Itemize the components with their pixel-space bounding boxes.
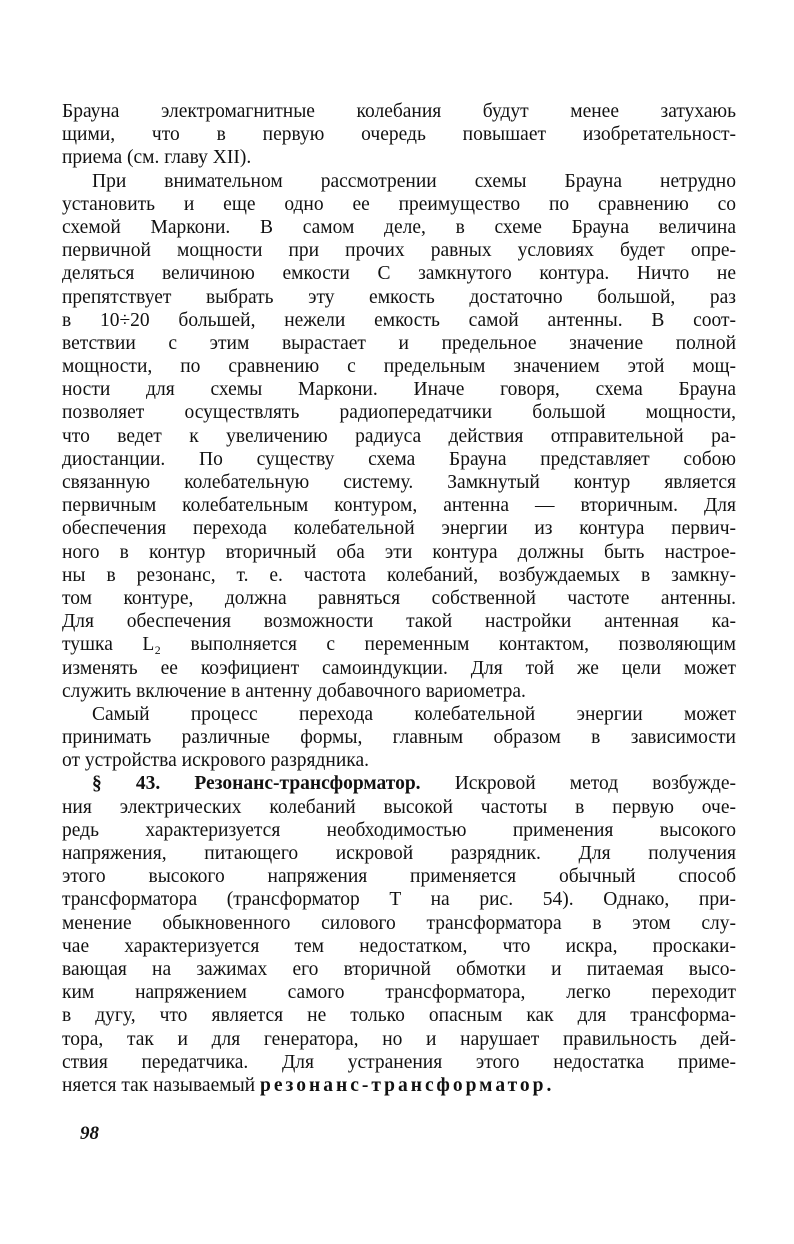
text-line: ния электрических колебаний высокой частоты в первую оче- — [62, 796, 736, 818]
text-line: принимать различные формы, главным образом в зависимости — [62, 727, 736, 749]
text-line: том контуре, должна равняться собственной частоте антенны. — [62, 587, 736, 609]
text-line: менение обыкновенного силового трансформатора в этом слу- — [62, 912, 736, 934]
text-line: изменять ее коэфициент самоиндукции. Для той же цели может — [62, 657, 736, 679]
text-line: ны в резонанс, т. е. частота колебаний, возбуждаемых в замкну- — [62, 564, 736, 586]
text-line: Для обеспечения возможности такой настройки антенная ка- — [62, 611, 736, 633]
text-line: препятствует выбрать эту емкость достаточно большой, раз — [62, 286, 736, 308]
page-body — [62, 100, 736, 1097]
section-title: Резонанс-трансформатор. — [194, 773, 421, 795]
text-line: мощности, по сравнению с предельным значением этой мощ- — [62, 356, 736, 378]
text-line: вающая на зажимах его вторичной обмотки и питаемая высо- — [62, 958, 736, 980]
paragraph-3 — [62, 703, 736, 773]
text-line: что ведет к увеличению радиуса действия отправительной ра- — [62, 425, 736, 447]
text-line: деляться величиною емкости C замкнутого контура. Ничто не — [62, 263, 736, 285]
text-line: трансформатора (трансформатор T на рис. 54). Однако, при- — [62, 889, 736, 911]
text-line: обеспечения перехода колебательной энергии из контура первич- — [62, 518, 736, 540]
text-line: этого высокого напряжения применяется обычный способ — [62, 866, 736, 888]
text-line: первичным колебательным контуром, антенна — вторичным. Для — [62, 495, 736, 517]
text-line: ствия передатчика. Для устранения этого недостатка приме- — [62, 1051, 736, 1073]
text-line: схемой Маркони. В самом деле, в схеме Брауна величина — [62, 216, 736, 238]
text-line: ности для схемы Маркони. Иначе говоря, схема Брауна — [62, 379, 736, 401]
text-line: установить и еще одно ее преимущество по сравнению со — [62, 193, 736, 215]
text-line: связанную колебательную систему. Замкнутый контур является — [62, 472, 736, 493]
text-fragment: Искровой метод возбужде- — [454, 773, 737, 795]
page-number: 98 — [80, 1123, 99, 1144]
text-line: первичной мощности при прочих равных условиях будет опре- — [62, 240, 736, 262]
paragraph-2 — [62, 170, 736, 703]
spaced-term: резонанс-трансформатор. — [260, 1074, 555, 1096]
text-line: диостанции. По существу схема Брауна представляет собою — [62, 448, 736, 470]
text-line: позволяет осуществлять радиопередатчики большой мощности, — [62, 402, 736, 424]
text-line: в 10÷20 большей, нежели емкость самой антенны. В соот- — [62, 309, 736, 331]
text-line: чае характеризуется тем недостатком, что искра, проскаки- — [62, 935, 736, 957]
section-heading-line — [62, 772, 736, 795]
text-line: ветствии с этим вырастает и предельное значение полной — [62, 332, 736, 354]
text-fragment: няется так называемый — [62, 1074, 256, 1096]
text-line: от устройства искрового разрядника. — [62, 750, 370, 772]
text-line: напряжения, питающего искровой разрядник. Для получения — [62, 843, 736, 864]
text-line: При внимательном рассмотрении схемы Брауна нетрудно — [92, 170, 736, 192]
text-line: щими, что в первую очередь повышает изобретательност- — [62, 124, 736, 146]
paragraph-1 — [62, 100, 736, 170]
text-line: в дугу, что является не только опасным как для трансформа- — [62, 1005, 736, 1027]
text-line — [62, 1074, 736, 1097]
text-line: приема (см. главу XII). — [62, 147, 252, 169]
text-line: тора, так и для генератора, но и нарушает правильность дей- — [62, 1028, 736, 1050]
section-43 — [62, 772, 736, 1097]
text-line: редь характеризуется необходимостью применения высокого — [62, 819, 736, 841]
text-line: ного в контур вторичный оба эти контура должны быть настрое- — [62, 541, 736, 563]
text-line: Брауна электромагнитные колебания будут менее затухаюь — [62, 101, 736, 122]
text-line: Самый процесс перехода колебательной энергии может — [92, 703, 736, 725]
text-line: служить включение в антенну добавочного вариометра. — [62, 680, 526, 702]
text-line: ким напряжением самого трансформатора, легко переходит — [62, 982, 736, 1004]
section-number: § 43. — [92, 773, 161, 795]
text-line: тушка L₂ выполняется с переменным контактом, позволяющим — [62, 634, 736, 656]
